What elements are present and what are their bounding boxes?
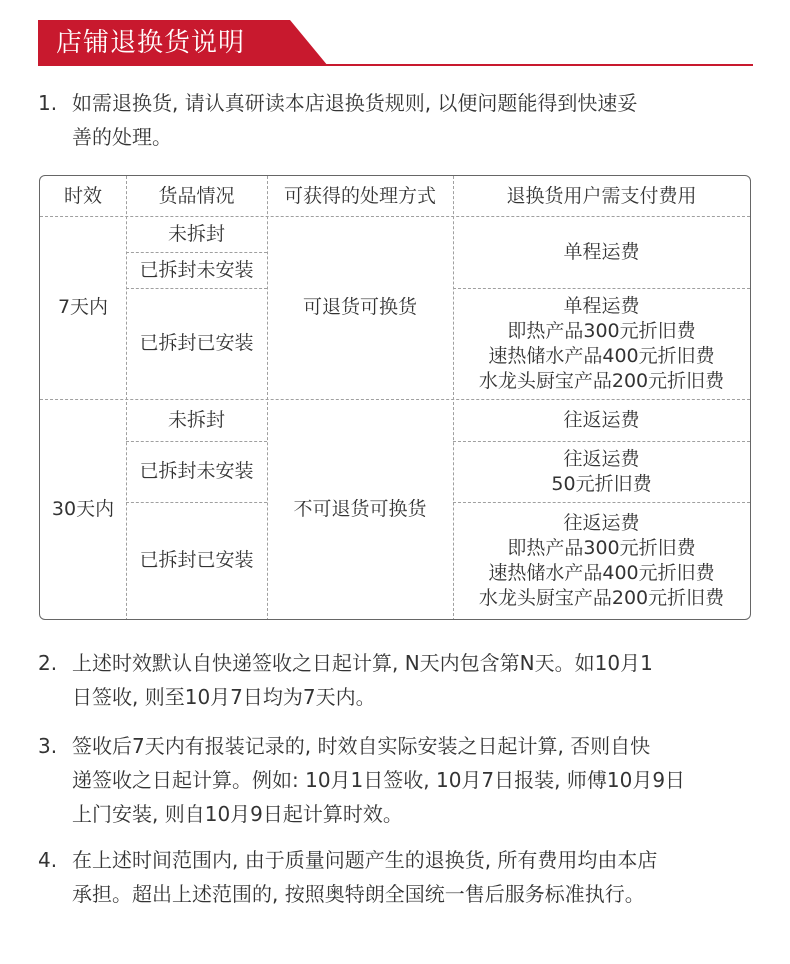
method-exchange-only: 不可退货可换货 [293,497,427,520]
fee-line: 往返运费 [563,408,640,431]
rule-text: 承担。超出上述范围的, 按照奥特朗全国统一售后服务标准执行。 [72,882,645,906]
grid-line [126,252,267,253]
rule-text: 在上述时间范围内, 由于质量问题产生的退换货, 所有费用均由本店 [72,848,658,872]
condition-opened-uninstalled: 已拆封未安装 [139,460,254,482]
fee-line: 即热产品300元折旧费 [507,319,696,342]
grid-line [40,216,750,217]
grid-line [126,176,127,620]
header-period: 时效 [63,184,102,207]
fee-cell [453,216,750,288]
grid-line [40,399,750,400]
grid-line [453,441,750,442]
condition-unopened: 未拆封 [167,222,225,245]
method-return-or-exchange: 可退货可换货 [302,296,417,318]
fee-cell [453,288,750,399]
grid-line [126,441,267,442]
rule-number: 2. [38,651,58,675]
fee-cell [453,441,750,502]
fee-line: 50元折旧费 [551,472,652,495]
fee-cell [453,399,750,441]
grid-line [453,176,454,620]
rule-text: 上门安装, 则自10月9日起计算时效。 [72,802,403,826]
fee-line: 即热产品300元折旧费 [507,536,696,559]
rule-number: 4. [38,848,58,872]
condition-unopened: 未拆封 [167,408,225,431]
condition-opened-installed: 已拆封已安装 [139,332,254,354]
grid-line [126,502,267,503]
fee-line: 单程运费 [563,294,640,317]
rule-text: 如需退换货, 请认真研读本店退换货规则, 以便问题能得到快速妥 [72,91,638,115]
header-condition: 货品情况 [158,184,235,207]
rule-1 [38,86,754,154]
period-7-days: 7天内 [57,296,109,318]
rule-number: 1. [38,91,58,115]
grid-line [267,176,268,620]
fee-line: 速热储水产品400元折旧费 [488,561,715,584]
grid-line [453,502,750,503]
return-policy-table [39,175,751,620]
rule-number: 3. [38,734,58,758]
rule-4 [38,843,754,911]
condition-opened-installed: 已拆封已安装 [139,549,254,571]
header-fee: 退换货用户需支付费用 [506,184,697,207]
fee-cell [453,502,750,619]
condition-opened-uninstalled: 已拆封未安装 [139,258,254,281]
rule-3 [38,729,754,831]
rule-text: 上述时效默认自快递签收之日起计算, N天内包含第N天。如10月1 [72,651,653,675]
fee-line: 往返运费 [563,447,640,470]
fee-line: 往返运费 [563,511,640,534]
rule-2 [38,646,754,714]
rule-text: 善的处理。 [72,125,172,149]
fee-line: 水龙头厨宝产品200元折旧费 [478,586,725,609]
rule-text: 日签收, 则至10月7日均为7天内。 [72,685,376,709]
fee-line: 水龙头厨宝产品200元折旧费 [478,369,725,392]
period-30-days: 30天内 [51,497,115,520]
section-underline [38,64,753,66]
section-title: 店铺退换货说明 [56,28,246,58]
rule-text: 签收后7天内有报装记录的, 时效自实际安装之日起计算, 否则自快 [72,734,651,758]
fee-line: 速热储水产品400元折旧费 [488,344,715,367]
fee-line: 单程运费 [563,240,640,263]
header-method: 可获得的处理方式 [283,184,436,207]
rule-text: 递签收之日起计算。例如: 10月1日签收, 10月7日报装, 师傅10月9日 [72,768,686,792]
grid-line [453,288,750,289]
grid-line [126,288,267,289]
